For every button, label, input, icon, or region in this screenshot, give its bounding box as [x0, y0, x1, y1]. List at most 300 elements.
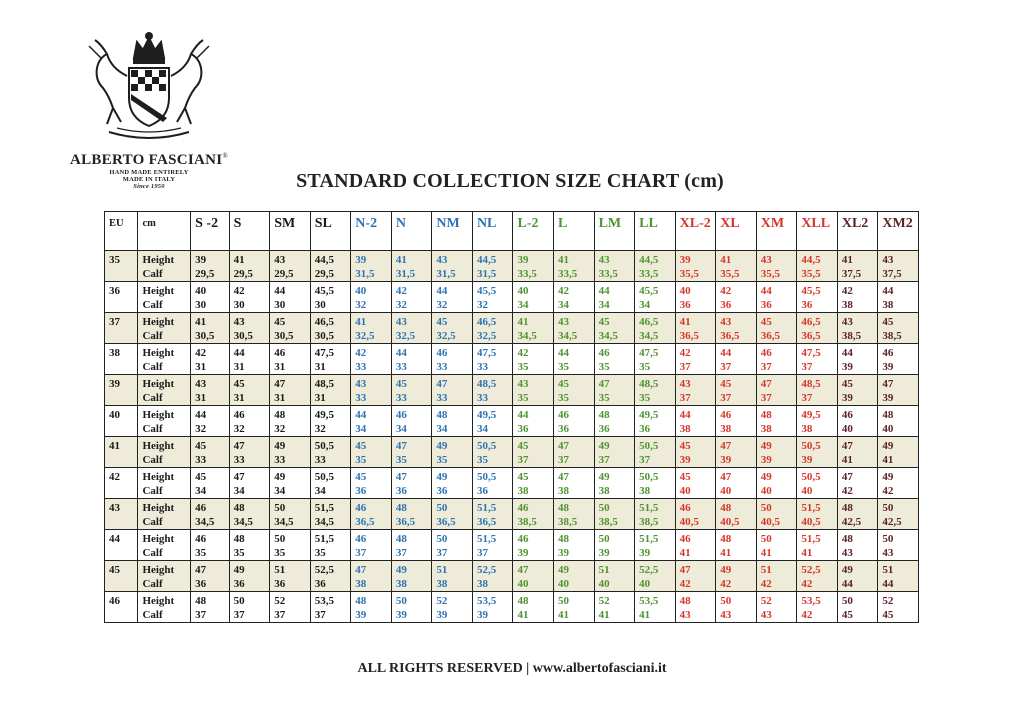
- height-value: 46: [720, 409, 732, 421]
- calf-value: 35: [558, 361, 570, 373]
- height-value: 48,5: [314, 378, 334, 390]
- size-value-cell: [797, 530, 838, 561]
- calf-value: 35: [558, 392, 570, 404]
- eu-size-cell: 36: [105, 282, 138, 313]
- height-value: 48: [679, 595, 691, 607]
- calf-value: 30,5: [233, 330, 253, 342]
- calf-value: 33: [395, 361, 407, 373]
- height-value: 44: [195, 409, 207, 421]
- height-value: 46: [517, 502, 529, 514]
- height-value: 45: [395, 378, 407, 390]
- height-value: 50,5: [314, 471, 334, 483]
- height-value: 48: [598, 409, 610, 421]
- column-header: cm: [138, 212, 191, 251]
- size-value-cell: [675, 437, 716, 468]
- table-row: [105, 344, 919, 375]
- height-value: 43: [598, 254, 610, 266]
- calf-value: 38: [436, 578, 448, 590]
- size-value-cell: [229, 344, 270, 375]
- size-value-cell: [270, 344, 311, 375]
- size-value-cell: [554, 251, 595, 282]
- height-value: 48: [274, 409, 286, 421]
- size-value-cell: [270, 592, 311, 623]
- calf-value: 36: [639, 423, 651, 435]
- calf-value: 37,5: [841, 268, 862, 280]
- calf-value: 33: [195, 454, 207, 466]
- size-value-cell: [472, 530, 513, 561]
- size-value-cell: [351, 406, 392, 437]
- height-value: 46,5: [476, 316, 497, 328]
- height-value: 45: [195, 471, 207, 483]
- size-value-cell: [635, 499, 676, 530]
- calf-value: 38,5: [558, 516, 578, 528]
- table-row: [105, 592, 919, 623]
- calf-value: 36,5: [436, 516, 456, 528]
- height-value: 40: [679, 285, 691, 297]
- calf-value: 36: [558, 423, 570, 435]
- size-value-cell: [635, 561, 676, 592]
- calf-value: 34: [195, 485, 207, 497]
- calf-value: 38: [395, 578, 407, 590]
- calf-value: 34: [274, 485, 286, 497]
- calf-value: 42: [801, 609, 813, 621]
- size-value-cell: [878, 313, 919, 344]
- size-value-cell: [797, 437, 838, 468]
- calf-value: 31: [274, 361, 286, 373]
- height-value: 51,5: [639, 533, 659, 545]
- calf-label: Calf: [142, 423, 163, 435]
- calf-value: 38: [639, 485, 651, 497]
- calf-value: 36,5: [801, 330, 821, 342]
- height-value: 49: [882, 471, 894, 483]
- size-value-cell: [351, 499, 392, 530]
- height-value: 50: [274, 502, 286, 514]
- calf-value: 32,5: [476, 330, 497, 342]
- height-value: 47: [195, 564, 207, 576]
- size-value-cell: [878, 561, 919, 592]
- calf-value: 37: [720, 361, 732, 373]
- height-label: Height: [142, 254, 175, 266]
- height-value: 44,5: [314, 254, 334, 266]
- calf-value: 37: [314, 609, 326, 621]
- size-value-cell: [191, 313, 230, 344]
- height-value: 47: [395, 440, 407, 452]
- height-value: 50,5: [801, 440, 821, 452]
- column-header: EU: [105, 212, 138, 251]
- table-row: [105, 406, 919, 437]
- calf-value: 35: [314, 547, 326, 559]
- size-value-cell: [351, 592, 392, 623]
- calf-value: 36: [233, 578, 245, 590]
- table-row: [105, 499, 919, 530]
- height-value: 43: [274, 254, 286, 266]
- calf-value: 29,5: [233, 268, 253, 280]
- size-value-cell: [191, 251, 230, 282]
- height-value: 53,5: [314, 595, 334, 607]
- size-value-cell: [229, 251, 270, 282]
- height-value: 49: [436, 471, 448, 483]
- size-value-cell: [554, 344, 595, 375]
- eu-size-cell: 40: [105, 406, 138, 437]
- height-value: 50: [841, 595, 853, 607]
- height-value: 44: [233, 347, 245, 359]
- height-value: 50: [436, 502, 448, 514]
- table-row: [105, 282, 919, 313]
- calf-value: 39: [436, 609, 448, 621]
- calf-value: 37,5: [882, 268, 902, 280]
- height-value: 47: [720, 440, 732, 452]
- calf-value: 36: [598, 423, 610, 435]
- height-value: 45: [720, 378, 732, 390]
- height-value: 51,5: [801, 533, 821, 545]
- size-value-cell: [837, 468, 878, 499]
- calf-value: 37: [558, 454, 570, 466]
- height-value: 46: [355, 502, 367, 514]
- calf-value: 39: [517, 547, 529, 559]
- brand-since: Since 1950: [133, 183, 165, 190]
- calf-value: 36: [355, 485, 367, 497]
- eu-size-cell: 41: [105, 437, 138, 468]
- height-value: 48: [517, 595, 529, 607]
- size-value-cell: [554, 406, 595, 437]
- size-value-cell: [351, 344, 392, 375]
- height-value: 43: [436, 254, 448, 266]
- size-value-cell: [554, 592, 595, 623]
- calf-value: 39: [882, 361, 894, 373]
- size-value-cell: [432, 406, 473, 437]
- size-value-cell: [310, 437, 351, 468]
- height-value: 39: [355, 254, 367, 266]
- height-value: 45: [517, 471, 529, 483]
- height-value: 51,5: [639, 502, 659, 514]
- height-value: 41: [679, 316, 691, 328]
- calf-value: 35: [517, 361, 529, 373]
- size-value-cell: [716, 282, 757, 313]
- table-row: [105, 530, 919, 561]
- calf-value: 36: [720, 299, 732, 311]
- height-value: 46: [395, 409, 407, 421]
- calf-value: 37: [395, 547, 407, 559]
- calf-label: Calf: [142, 609, 163, 621]
- measure-label-cell: [138, 375, 191, 406]
- calf-value: 34,5: [639, 330, 659, 342]
- calf-value: 39: [558, 547, 570, 559]
- height-value: 42: [558, 285, 570, 297]
- size-value-cell: [756, 468, 797, 499]
- size-value-cell: [351, 375, 392, 406]
- height-value: 47: [233, 471, 245, 483]
- size-value-cell: [756, 530, 797, 561]
- size-value-cell: [878, 251, 919, 282]
- column-header: SM: [270, 212, 311, 251]
- size-value-cell: [837, 499, 878, 530]
- calf-value: 34: [558, 299, 570, 311]
- calf-value: 40,5: [760, 516, 781, 528]
- size-value-cell: [675, 251, 716, 282]
- height-value: 39: [195, 254, 207, 266]
- calf-label: Calf: [142, 578, 163, 590]
- size-value-cell: [878, 282, 919, 313]
- height-value: 49: [760, 471, 772, 483]
- size-value-cell: [191, 375, 230, 406]
- calf-value: 32,5: [395, 330, 416, 342]
- size-value-cell: [351, 313, 392, 344]
- height-value: 41: [233, 254, 245, 266]
- height-value: 39: [517, 254, 529, 266]
- calf-value: 41: [679, 547, 691, 559]
- height-value: 41: [558, 254, 570, 266]
- height-value: 50: [274, 533, 286, 545]
- calf-value: 33: [274, 454, 286, 466]
- height-value: 49: [760, 440, 772, 452]
- table-row: [105, 313, 919, 344]
- height-value: 50,5: [639, 471, 659, 483]
- size-value-cell: [878, 499, 919, 530]
- brand-name: ALBERTO FASCIANI®: [69, 152, 229, 168]
- height-value: 40: [517, 285, 529, 297]
- calf-value: 41: [517, 609, 529, 621]
- size-value-cell: [351, 282, 392, 313]
- height-value: 47: [598, 378, 610, 390]
- size-value-cell: [878, 530, 919, 561]
- height-value: 43: [195, 378, 207, 390]
- size-value-cell: [270, 375, 311, 406]
- calf-value: 35: [395, 454, 407, 466]
- size-value-cell: [270, 282, 311, 313]
- calf-label: Calf: [142, 268, 163, 280]
- height-value: 45: [355, 440, 367, 452]
- size-value-cell: [716, 468, 757, 499]
- size-value-cell: [270, 499, 311, 530]
- calf-value: 34,5: [195, 516, 215, 528]
- size-value-cell: [837, 375, 878, 406]
- height-value: 50: [395, 595, 407, 607]
- calf-value: 43: [882, 547, 894, 559]
- height-value: 47,5: [476, 347, 497, 359]
- size-value-cell: [432, 344, 473, 375]
- size-value-cell: [513, 561, 554, 592]
- size-value-cell: [191, 406, 230, 437]
- height-value: 47: [760, 378, 772, 390]
- height-value: 43: [395, 316, 407, 328]
- size-value-cell: [391, 437, 432, 468]
- size-value-cell: [310, 530, 351, 561]
- height-value: 41: [841, 254, 853, 266]
- size-value-cell: [635, 437, 676, 468]
- height-value: 41: [395, 254, 407, 266]
- calf-value: 34: [233, 485, 245, 497]
- size-value-cell: [837, 282, 878, 313]
- height-label: Height: [142, 409, 175, 421]
- size-value-cell: [675, 468, 716, 499]
- height-value: 42: [841, 285, 853, 297]
- height-value: 44: [841, 347, 853, 359]
- calf-value: 38,5: [517, 516, 537, 528]
- height-value: 47: [882, 378, 894, 390]
- calf-value: 36: [314, 578, 326, 590]
- calf-value: 31,5: [395, 268, 416, 280]
- size-value-cell: [594, 344, 635, 375]
- calf-value: 36,5: [395, 516, 416, 528]
- calf-value: 35: [476, 454, 488, 466]
- calf-value: 38,5: [841, 330, 862, 342]
- brand-tagline-2: MADE IN ITALY: [122, 176, 176, 183]
- height-value: 44: [274, 285, 286, 297]
- calf-value: 39: [639, 547, 651, 559]
- calf-value: 40: [517, 578, 529, 590]
- calf-value: 37: [679, 361, 691, 373]
- size-value-cell: [716, 375, 757, 406]
- height-value: 46,5: [801, 316, 821, 328]
- size-value-cell: [310, 251, 351, 282]
- height-value: 44: [882, 285, 894, 297]
- size-value-cell: [432, 561, 473, 592]
- size-value-cell: [756, 282, 797, 313]
- height-value: 44: [760, 285, 772, 297]
- size-value-cell: [878, 437, 919, 468]
- eu-size-cell: 44: [105, 530, 138, 561]
- calf-value: 38: [476, 578, 488, 590]
- calf-value: 31,5: [436, 268, 456, 280]
- height-value: 52,5: [476, 564, 497, 576]
- size-value-cell: [594, 592, 635, 623]
- column-header: XL-2: [675, 212, 716, 251]
- calf-value: 38,5: [598, 516, 618, 528]
- column-header: LL: [635, 212, 676, 251]
- height-value: 43: [720, 316, 732, 328]
- calf-value: 37: [233, 609, 245, 621]
- size-value-cell: [310, 282, 351, 313]
- measure-label-cell: [138, 530, 191, 561]
- calf-value: 30,5: [195, 330, 215, 342]
- size-value-cell: [716, 313, 757, 344]
- height-value: 48: [436, 409, 448, 421]
- calf-value: 37: [355, 547, 367, 559]
- size-value-cell: [310, 468, 351, 499]
- size-value-cell: [635, 375, 676, 406]
- height-value: 46: [679, 533, 691, 545]
- size-value-cell: [391, 344, 432, 375]
- height-label: Height: [142, 440, 175, 452]
- calf-value: 42: [882, 485, 894, 497]
- calf-value: 33,5: [558, 268, 578, 280]
- calf-value: 34,5: [598, 330, 618, 342]
- height-value: 41: [195, 316, 207, 328]
- calf-value: 34,5: [274, 516, 294, 528]
- calf-value: 42: [760, 578, 772, 590]
- height-value: 50,5: [639, 440, 659, 452]
- height-value: 44: [355, 409, 367, 421]
- column-header: NL: [472, 212, 513, 251]
- calf-value: 31: [195, 361, 207, 373]
- height-value: 46: [195, 533, 207, 545]
- measure-label-cell: [138, 437, 191, 468]
- height-value: 41: [355, 316, 367, 328]
- size-value-cell: [878, 468, 919, 499]
- height-value: 43: [517, 378, 529, 390]
- size-value-cell: [797, 282, 838, 313]
- size-value-cell: [191, 592, 230, 623]
- height-value: 53,5: [801, 595, 821, 607]
- calf-value: 36,5: [720, 330, 740, 342]
- column-header: SL: [310, 212, 351, 251]
- calf-value: 33,5: [639, 268, 659, 280]
- measure-label-cell: [138, 344, 191, 375]
- calf-label: Calf: [142, 516, 163, 528]
- height-value: 48: [395, 502, 407, 514]
- height-label: Height: [142, 502, 175, 514]
- size-value-cell: [391, 499, 432, 530]
- size-value-cell: [594, 313, 635, 344]
- height-value: 48,5: [801, 378, 821, 390]
- calf-value: 42: [720, 578, 732, 590]
- height-value: 47: [233, 440, 245, 452]
- calf-value: 37: [801, 361, 813, 373]
- size-value-cell: [797, 592, 838, 623]
- calf-value: 35,5: [760, 268, 781, 280]
- size-value-cell: [191, 499, 230, 530]
- size-value-cell: [716, 530, 757, 561]
- calf-value: 33: [436, 392, 448, 404]
- height-label: Height: [142, 378, 175, 390]
- size-value-cell: [837, 561, 878, 592]
- height-value: 48: [841, 502, 853, 514]
- calf-value: 32: [355, 299, 367, 311]
- height-value: 51: [274, 564, 286, 576]
- size-value-cell: [432, 437, 473, 468]
- calf-value: 34: [395, 423, 407, 435]
- calf-value: 39: [679, 454, 691, 466]
- size-value-cell: [391, 592, 432, 623]
- eu-size-cell: 38: [105, 344, 138, 375]
- calf-value: 31: [314, 392, 326, 404]
- size-value-cell: [837, 344, 878, 375]
- calf-value: 39: [720, 454, 732, 466]
- height-value: 47: [679, 564, 691, 576]
- size-value-cell: [878, 344, 919, 375]
- height-value: 48: [233, 502, 245, 514]
- calf-value: 36,5: [355, 516, 375, 528]
- height-label: Height: [142, 471, 175, 483]
- measure-label-cell: [138, 313, 191, 344]
- height-value: 49: [233, 564, 245, 576]
- size-value-cell: [594, 561, 635, 592]
- calf-value: 40: [679, 485, 691, 497]
- calf-value: 38: [841, 299, 853, 311]
- height-value: 52,5: [314, 564, 334, 576]
- height-value: 51,5: [314, 502, 334, 514]
- calf-label: Calf: [142, 547, 163, 559]
- calf-value: 40: [801, 485, 813, 497]
- size-value-cell: [472, 592, 513, 623]
- eu-size-cell: 42: [105, 468, 138, 499]
- height-value: 50: [233, 595, 245, 607]
- column-header: XLL: [797, 212, 838, 251]
- calf-value: 32,5: [355, 330, 375, 342]
- calf-value: 40: [558, 578, 570, 590]
- height-value: 44: [598, 285, 610, 297]
- height-value: 45: [760, 316, 772, 328]
- size-value-cell: [675, 375, 716, 406]
- size-value-cell: [191, 468, 230, 499]
- calf-value: 35: [639, 392, 651, 404]
- size-value-cell: [270, 530, 311, 561]
- eu-size-cell: 39: [105, 375, 138, 406]
- size-value-cell: [554, 282, 595, 313]
- height-value: 48,5: [476, 378, 497, 390]
- size-value-cell: [756, 251, 797, 282]
- size-value-cell: [716, 251, 757, 282]
